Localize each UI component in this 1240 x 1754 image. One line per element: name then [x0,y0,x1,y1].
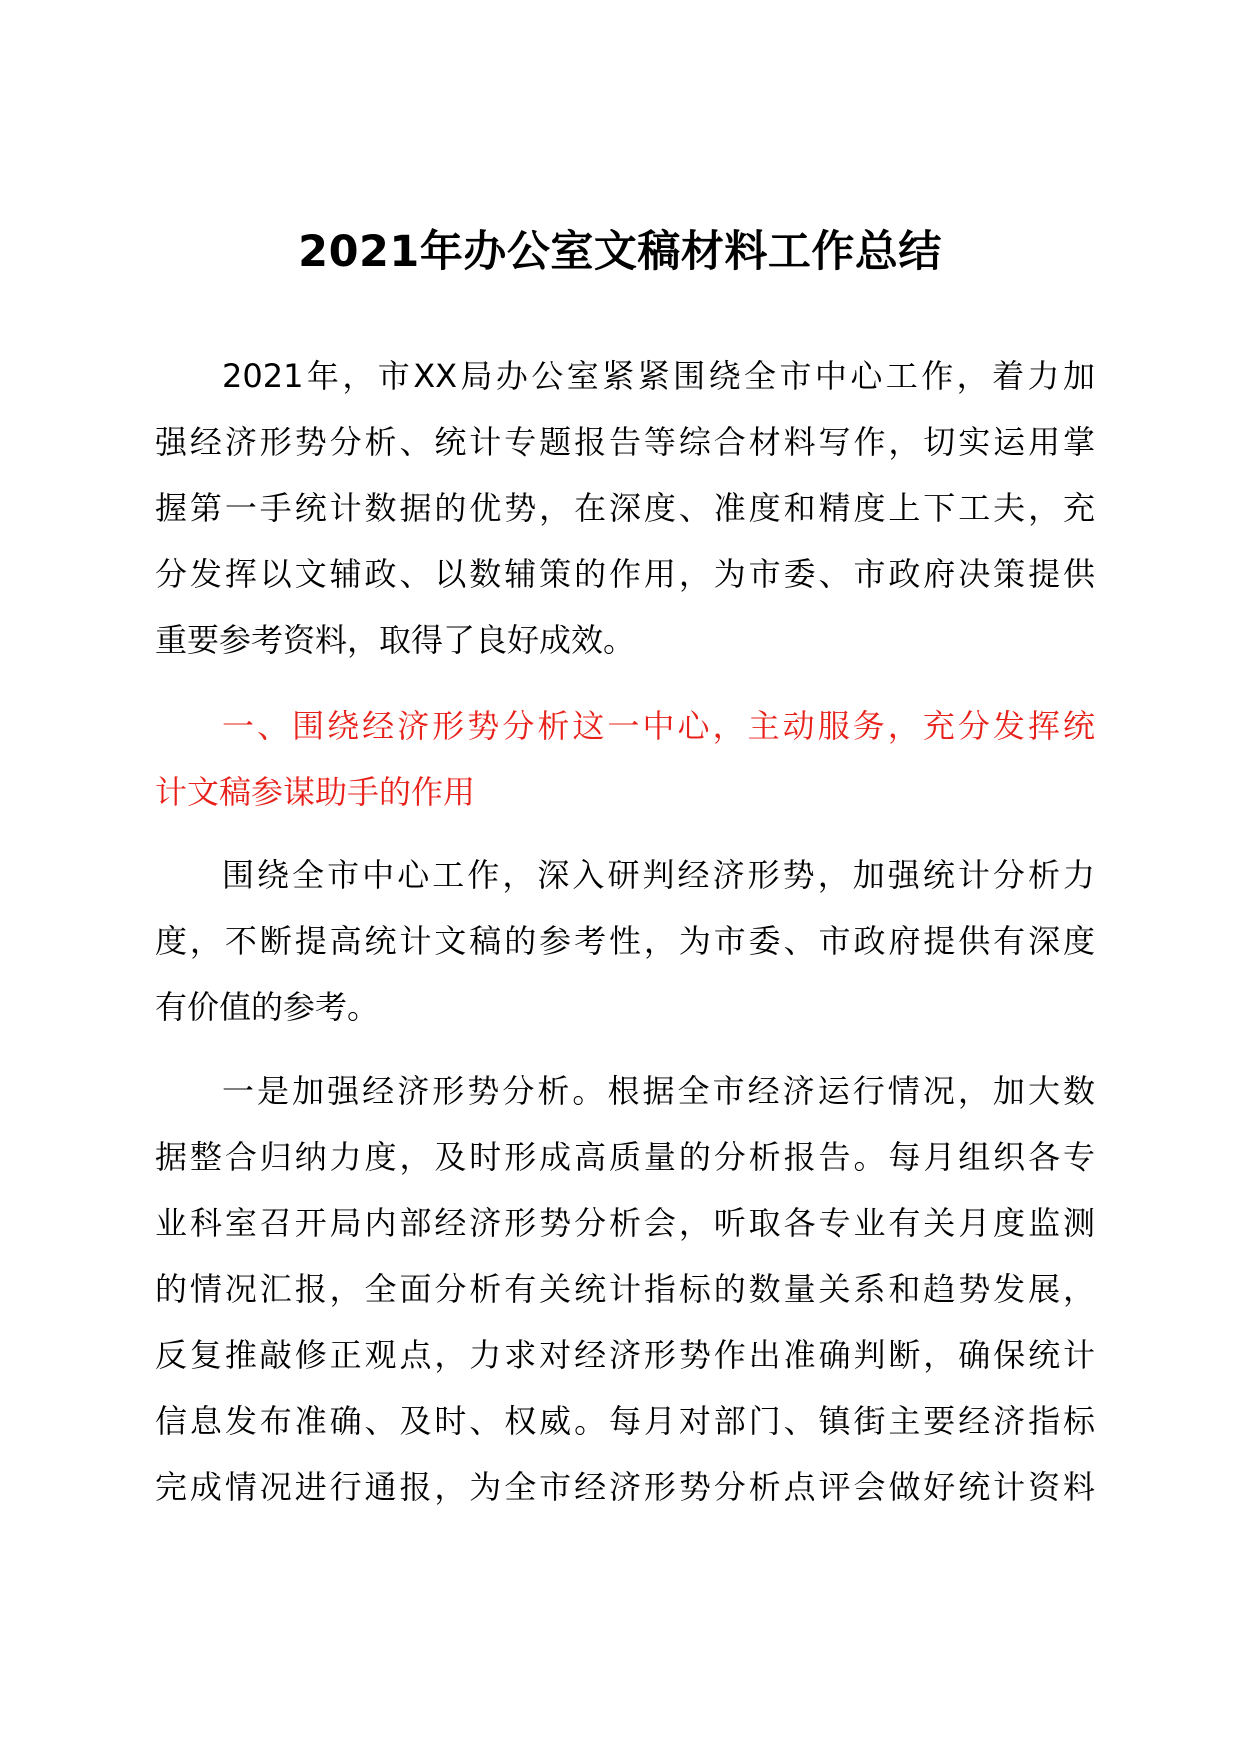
paragraph-line: 2021年，市XX局办公室紧紧围绕全市中心工作，着力加 [222,357,1095,395]
paragraph-line: 握第一手统计数据的优势，在深度、准度和精度上下工夫，充 [155,489,1095,527]
heading-line: 一、围绕经济形势分析这一中心，主动服务，充分发挥统 [222,707,1095,745]
paragraph-line: 强经济形势分析、统计专题报告等综合材料写作，切实运用掌 [155,423,1095,461]
paragraph-line: 的情况汇报，全面分析有关统计指标的数量关系和趋势发展， [155,1270,1095,1308]
paragraph-line: 据整合归纳力度，及时形成高质量的分析报告。每月组织各专 [155,1138,1095,1176]
paragraph-line: 一是加强经济形势分析。根据全市经济运行情况，加大数 [222,1072,1095,1110]
paragraph-line: 信息发布准确、及时、权威。每月对部门、镇街主要经济指标 [155,1402,1095,1440]
paragraph-line: 度，不断提高统计文稿的参考性，为市委、市政府提供有深度 [155,922,1095,960]
intro-paragraph [155,343,1095,673]
paragraph-line: 分发挥以文辅政、以数辅策的作用，为市委、市政府决策提供 [155,555,1095,593]
paragraph-line: 完成情况进行通报，为全市经济形势分析点评会做好统计资料 [155,1468,1095,1506]
paragraph-line: 业科室召开局内部经济形势分析会，听取各专业有关月度监测 [155,1204,1095,1242]
section-intro-paragraph [155,842,1095,1040]
document-title: 2021年办公室文稿材料工作总结 [298,227,942,277]
section-heading [155,693,1095,825]
paragraph-line: 围绕全市中心工作，深入研判经济形势，加强统计分析力 [222,856,1095,894]
paragraph-line: 有价值的参考。 [155,988,380,1026]
paragraph-line: 反复推敲修正观点，力求对经济形势作出准确判断，确保统计 [155,1336,1095,1374]
paragraph-line: 重要参考资料，取得了良好成效。 [155,621,636,659]
heading-line: 计文稿参谋助手的作用 [155,773,476,811]
point-paragraph [155,1058,1095,1520]
